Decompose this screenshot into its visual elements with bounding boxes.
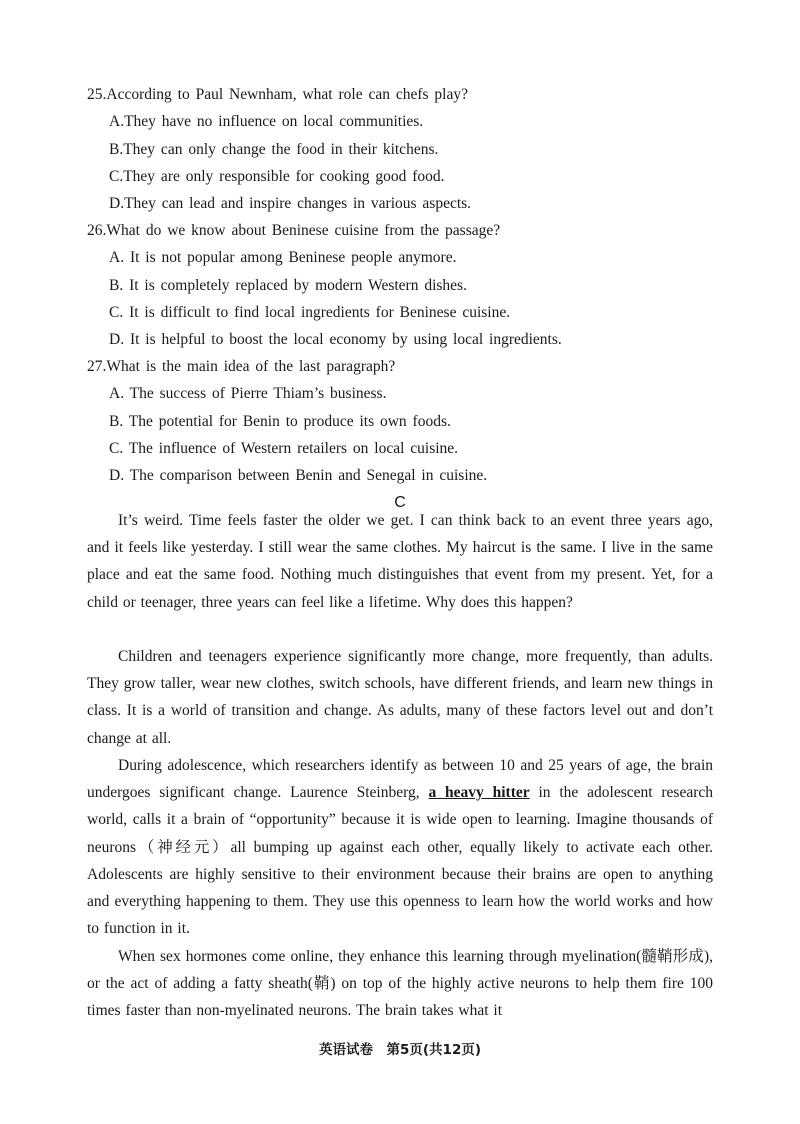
question-26-option-a: A. It is not popular among Beninese people anymore.	[109, 249, 457, 266]
passage-paragraph-3	[87, 752, 713, 942]
question-27-stem: 27.What is the main idea of the last paragraph?	[87, 358, 396, 375]
question-25-option-d: D.They can lead and inspire changes in various aspects.	[109, 195, 472, 212]
passage-paragraph-2: Children and teenagers experience significantly more change, more frequently, than adults. They grow taller, wear new clothes, switch schools, have different friends, and learn new things in class. It is a world of transition and change. As adults, many of these factors level out and don’t change at all.	[87, 648, 713, 747]
question-25-option-b: B.They can only change the food in their kitchens.	[109, 141, 439, 158]
question-27-option-a: A. The success of Pierre Thiam’s business.	[109, 385, 387, 402]
question-26-stem: 26.What do we know about Beninese cuisine from the passage?	[87, 222, 501, 239]
paragraph-3-after: in the adolescent research world, calls it a brain of “opportunity” because it is wide open to learning. Imagine thousands of neurons（神经元）all bumping up against each other, equally likely to activate each other. Adolescents are highly sensitive to their environment because their brains are open to anything and everything happening to them. They use this openness to learn how the world works and how to function in it.	[87, 784, 714, 938]
question-25-option-c: C.They are only responsible for cooking good food.	[109, 168, 445, 185]
section-c-heading: C	[394, 494, 406, 511]
question-26-option-c: C. It is difficult to find local ingredients for Beninese cuisine.	[109, 304, 511, 321]
question-25-stem: 25.According to Paul Newnham, what role can chefs play?	[87, 86, 468, 103]
highlighted-phrase: a heavy hitter	[428, 784, 530, 802]
passage-paragraph-4: When sex hormones come online, they enhance this learning through myelination(髓鞘形成), or the act of adding a fatty sheath(鞘) on top of the highly active neurons to help them fire 100 times faster than non-myelinated neurons. The brain takes what it	[87, 948, 713, 1020]
question-27-option-c: C. The influence of Western retailers on local cuisine.	[109, 440, 459, 457]
question-26-option-d: D. It is helpful to boost the local economy by using local ingredients.	[109, 331, 562, 348]
paragraph-3-before: During adolescence, which researchers identify as between 10 and 25 years of age, the brain undergoes significant change. Laurence Steinberg,	[87, 757, 713, 802]
question-26-option-b: B. It is completely replaced by modern Western dishes.	[109, 277, 467, 294]
question-27-option-b: B. The potential for Benin to produce its own foods.	[109, 413, 451, 430]
question-27-option-d: D. The comparison between Benin and Senegal in cuisine.	[109, 467, 488, 484]
page-footer: 英语试卷 第5页(共12页)	[318, 1042, 482, 1058]
question-25-option-a: A.They have no influence on local communities.	[109, 113, 424, 130]
passage-paragraph-1: It’s weird. Time feels faster the older we get. I can think back to an event three years ago, and it feels like yesterday. I still wear the same clothes. My haircut is the same. I live in the same place and eat the same food. Nothing much distinguishes that event from my present. Yet, for a child or teenager, three years can feel like a lifetime. Why does this happen?	[87, 512, 713, 611]
